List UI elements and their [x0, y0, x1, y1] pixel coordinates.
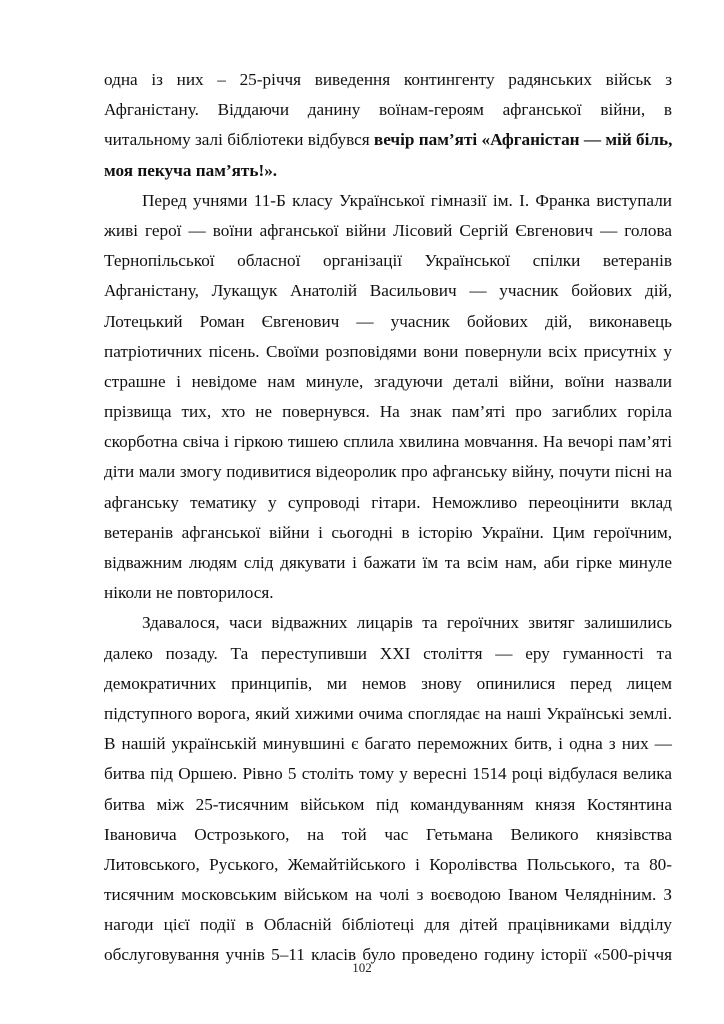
text-line: [104, 246, 672, 276]
text-run: тисячним московським військом на чолі з воєводою Іваном Челядніним. З: [104, 885, 672, 905]
text-line: [104, 850, 672, 880]
text-run: обслуговування учнів 5–11 класів було проведено годину історії «500-річчя: [104, 945, 672, 965]
text-run: нагоди цієї події в Обласній бібліотеці для дітей працівниками відділу: [104, 915, 672, 935]
text-line: [104, 337, 672, 367]
text-run: битва між 25-тисячним військом під командуванням князя Костянтина: [104, 794, 672, 814]
text-run: читальному залі бібліотеки відбувся: [104, 130, 374, 150]
text-run: битва під Оршею. Рівно 5 століть тому у вересні 1514 році відбулася велика: [104, 764, 672, 784]
text-run: Івановича Острозького, на той час Гетьмана Великого князівства: [104, 824, 672, 844]
text-line: [104, 820, 672, 850]
text-line: [104, 457, 672, 487]
text-line: [104, 790, 672, 820]
text-run: далеко позаду. Та переступивши XXI століття — еру гуманності та: [104, 643, 672, 663]
text-line: [104, 125, 672, 155]
text-line: [104, 65, 672, 95]
text-line: [104, 880, 672, 910]
text-line: [104, 307, 672, 337]
text-line: [104, 397, 672, 427]
text-line: [104, 216, 672, 246]
text-run: патріотичних пісень. Своїми розповідями вони повернули всіх присутніх у: [104, 341, 672, 361]
text-run: прізвища тих, хто не повернувся. На знак пам’яті про загиблих горіла: [104, 402, 672, 422]
text-run: Лотецький Роман Євгенович — учасник бойових дій, виконавець: [104, 311, 672, 331]
bold-event-title: моя пекуча пам’ять!».: [104, 160, 278, 180]
text-run: одна із них – 25-річчя виведення контингенту радянських військ з: [104, 70, 672, 89]
text-line: [104, 608, 672, 638]
text-run: Здавалося, часи відважних лицарів та героїчних звитяг залишились: [142, 613, 672, 633]
text-line: [104, 156, 672, 186]
bold-event-title: вечір пам’яті «Афганістан — мій біль,: [373, 130, 673, 150]
text-run: афганську тематику у супроводі гітари. Неможливо переоцінити вклад: [104, 492, 672, 512]
paragraph-1: [104, 65, 672, 186]
text-run: ветеранів афганської війни і сьогодні в історію України. Цим героїчним,: [104, 522, 672, 542]
text-run: демократичних принципів, ми немов знову опинилися перед лицем: [104, 673, 672, 693]
text-run: страшне і невідоме нам минуле, згадуючи деталі війни, воїни назвали: [104, 371, 672, 391]
text-run: Литовського, Руського, Жемайтійського і Королівства Польського, та 80-: [104, 854, 672, 874]
page-number: 102: [352, 960, 372, 975]
text-line: [104, 367, 672, 397]
text-line: [104, 669, 672, 699]
text-line: [104, 95, 672, 125]
paragraph-3: [104, 608, 672, 970]
text-line: [104, 759, 672, 789]
text-line: [104, 578, 672, 608]
text-run: Афганістану. Віддаючи данину воїнам-героям афганської війни, в: [104, 100, 672, 120]
text-run: Афганістану, Лукащук Анатолій Васильович — учасник бойових дій,: [104, 281, 672, 301]
text-run: діти мали змогу подивитися відеоролик про афганську війну, почути пісні на: [104, 462, 672, 482]
text-line: [104, 699, 672, 729]
text-run: відважним людям слід дякувати і бажати їм та всім нам, аби гірке минуле: [104, 553, 672, 572]
text-run: підступного ворога, який хижими очима споглядає на наші Українські землі.: [104, 703, 672, 723]
text-line: [104, 276, 672, 306]
text-run: Тернопільської обласної організації Української спілки ветеранів: [104, 251, 672, 271]
text-run: ніколи не повторилося.: [104, 583, 274, 603]
text-line: [104, 910, 672, 940]
text-line: [104, 186, 672, 216]
text-line: [104, 548, 672, 578]
text-run: В нашій українській минувшині є багато переможних битв, і одна з них —: [104, 734, 672, 754]
text-run: Перед учнями 11-Б класу Української гімназії ім. І. Франка виступали: [142, 190, 672, 210]
paragraph-2: [104, 186, 672, 609]
text-line: [104, 639, 672, 669]
text-line: [104, 518, 672, 548]
text-run: скорботна свіча і гіркою тишею сплила хвилина мовчання. На вечорі пам’яті: [104, 432, 672, 452]
text-line: [104, 427, 672, 457]
document-body: [104, 65, 672, 971]
text-line: [104, 488, 672, 518]
text-line: [104, 729, 672, 759]
text-run: живі герої — воїни афганської війни Лісовий Сергій Євгенович — голова: [104, 220, 672, 240]
